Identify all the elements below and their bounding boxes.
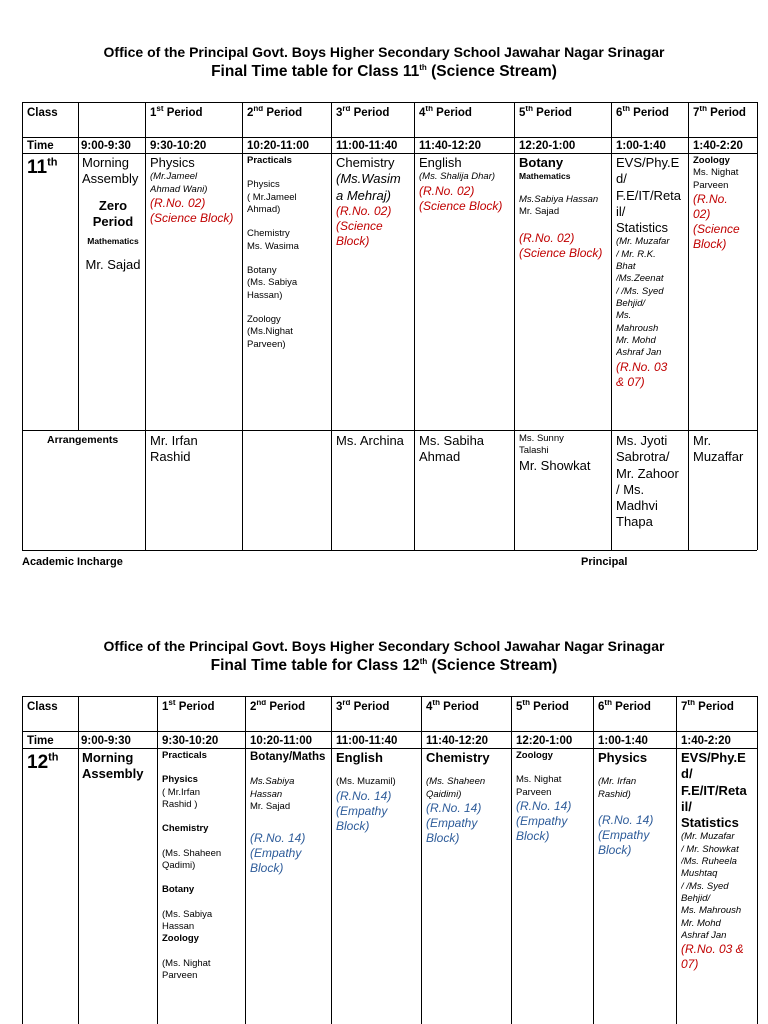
time-slot: 11:00-11:40 [336, 140, 398, 152]
timetable-title-12: Final Time table for Class 12th (Science Stream) [210, 656, 558, 674]
time-slot: 11:00-11:40 [336, 735, 398, 747]
arrangement-period-5: Ms. Sunny Talashi Mr. Showkat [519, 433, 591, 473]
academic-incharge-label: Academic Incharge [22, 556, 123, 568]
assembly-cell-12: Morning Assembly [82, 750, 144, 782]
class-label-12: 12th [27, 751, 59, 773]
header-period-6: 6th Period [598, 700, 651, 713]
time-slot: 12:20-1:00 [516, 735, 573, 747]
header-period-7: 7th Period [681, 700, 734, 713]
principal-label: Principal [581, 556, 628, 568]
timetable-title-11: Final Time table for Class 11th (Science Stream) [211, 62, 557, 80]
arrangements-label: Arrangements [47, 434, 119, 446]
period-2-cell-11: Practicals Physics ( Mr.Jameel Ahmad) Chemistry Ms. Wasima Botany (Ms. Sabiya Hassan) Zoology (Ms.Nighat Parveen) [247, 155, 299, 350]
arrangement-period-7: Mr. Muzaffar [693, 433, 744, 465]
period-2-cell-12: Botany/Maths Ms.Sabiya Hassan Mr. Sajad (R.No. 14) (Empathy Block) [250, 751, 326, 876]
period-1-cell-11: Physics (Mr.Jameel Ahmad Wani) (R.No. 02) (Science Block) [150, 155, 234, 225]
time-slot: 12:20-1:00 [519, 140, 576, 152]
office-heading-2: Office of the Principal Govt. Boys Higher Secondary School Jawahar Nagar Srinagar [103, 638, 665, 654]
time-slot: 11:40-12:20 [426, 735, 489, 747]
header-period-5: 5th Period [516, 700, 569, 713]
period-4-cell-11: English (Ms. Shalija Dhar) (R.No. 02) (Science Block) [419, 155, 503, 213]
time-slot: 1:00-1:40 [598, 735, 648, 747]
header-period-2: 2nd Period [250, 700, 306, 713]
header-period-7: 7th Period [693, 106, 746, 119]
header-period-2: 2nd Period [247, 106, 303, 119]
header-period-4: 4th Period [426, 700, 479, 713]
time-label-11: Time [27, 140, 54, 152]
period-6-cell-11: EVS/Phy.E d/ F.E/IT/Reta il/ Statistics (Mr. Muzafar / Mr. R.K. Bhat /Ms.Zeenat / /Ms. Syed Behjid/ Ms. Mahroush Mr. Mohd Ashraf Jan (R.No. 03 & 07) [616, 155, 682, 389]
period-3-cell-12: English (Ms. Muzamil) (R.No. 14) (Empathy Block) [336, 750, 396, 833]
time-slot: 10:20-11:00 [247, 140, 310, 152]
zero-period-cell-11: Morning Assembly Zero Period Mathematics Mr. Sajad [82, 155, 141, 272]
time-slot: 9:30-10:20 [162, 735, 219, 747]
header-period-6: 6th Period [616, 106, 669, 119]
header-period-5: 5th Period [519, 106, 572, 119]
time-slot: 9:30-10:20 [150, 140, 207, 152]
time-slot: 1:40-2:20 [693, 140, 743, 152]
period-5-cell-11: Botany Mathematics Ms.Sabiya Hassan Mr. Sajad (R.No. 02) (Science Block) [519, 155, 603, 260]
time-slot: 9:00-9:30 [81, 140, 131, 152]
header-period-3: 3rd Period [336, 700, 390, 713]
period-3-cell-11: Chemistry (Ms.Wasim a Mehraj) (R.No. 02) (Science Block) [336, 155, 401, 248]
time-slot: 1:40-2:20 [681, 735, 731, 747]
header-class-11: Class [27, 107, 58, 119]
arrangement-period-4: Ms. Sabiha Ahmad [419, 433, 485, 465]
header-period-1: 1st Period [162, 700, 215, 713]
header-period-1: 1st Period [150, 106, 203, 119]
office-heading-1: Office of the Principal Govt. Boys Higher Secondary School Jawahar Nagar Srinagar [103, 44, 665, 60]
time-label-12: Time [27, 735, 54, 747]
arrangement-period-1: Mr. Irfan Rashid [150, 433, 198, 465]
period-7-cell-12: EVS/Phy.E d/ F.E/IT/Reta il/ Statistics (Mr. Muzafar / Mr. Showkat /Ms. Ruheela Mushtaq / /Ms. Syed Behjid/ Ms. Mahroush Mr. Mohd Ashraf Jan (R.No. 03 & 07) [681, 750, 747, 972]
period-5-cell-12: Zoology Ms. Nighat Parveen (R.No. 14) (Empathy Block) [516, 750, 572, 844]
header-class-12: Class [27, 701, 58, 713]
time-slot: 11:40-12:20 [419, 140, 482, 152]
arrangement-period-6: Ms. Jyoti Sabrotra/ Mr. Zahoor / Ms. Madhvi Thapa [616, 433, 679, 530]
time-slot: 9:00-9:30 [81, 735, 131, 747]
time-slot: 1:00-1:40 [616, 140, 666, 152]
arrangement-period-3: Ms. Archina [336, 433, 404, 448]
period-7-cell-11: Zoology Ms. Nighat Parveen (R.No. 02) (Science Block) [693, 155, 740, 252]
class-label-11: 11th [27, 156, 58, 178]
period-1-cell-12: Practicals Physics ( Mr.Irfan Rashid ) Chemistry (Ms. Shaheen Qadimi) Botany (Ms. Sabiya Hassan Zoology (Ms. Nighat Parveen [162, 750, 222, 982]
header-period-4: 4th Period [419, 106, 472, 119]
period-6-cell-12: Physics (Mr. Irfan Rashid) (R.No. 14) (Empathy Block) [598, 750, 654, 857]
time-slot: 10:20-11:00 [250, 735, 313, 747]
period-4-cell-12: Chemistry (Ms. Shaheen Qaidimi) (R.No. 14) (Empathy Block) [426, 750, 490, 845]
header-period-3: 3rd Period [336, 106, 390, 119]
